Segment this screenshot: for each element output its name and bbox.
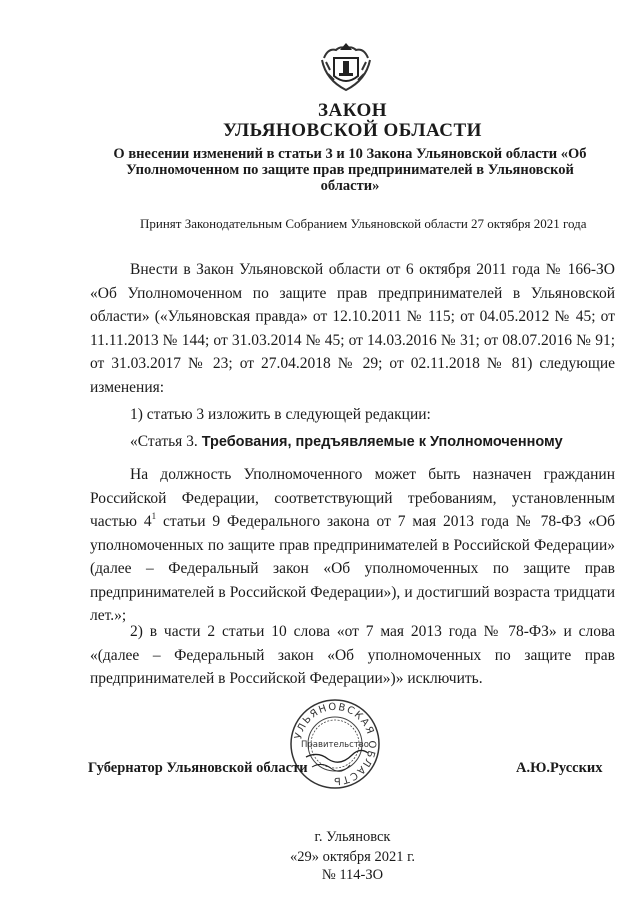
article-body-part1: На должность Уполномоченного может быть назначен гражданин Российской Федерации, соответствующий требованиям, установленным частью 4 [90, 466, 615, 530]
signatory-position: Губернатор Ульяновской области [88, 760, 308, 776]
article-title: Требования, предъявляемые к Уполномоченному [201, 434, 563, 450]
coat-of-arms-icon [318, 40, 374, 94]
law-title: ЗАКОН [317, 100, 388, 121]
article-heading [130, 430, 615, 455]
intro-paragraph: Внести в Закон Ульяновской области от 6 октября 2011 года № 166-ЗО «Об Уполномоченном по защите прав предпринимателей в Ульяновской области» («Ульяновская правда» от 12.10.2011 № 115; от 04.05.2012 № 45; от 11.11.2013 № 144; от 31.03.2014 № 45; от 14.03.2016 № 31; от 08.07.2016 № 91; от 31.03.2017 № 23; от 27.04.2018 № 29; от 02.11.2018 № 81) следующие изменения: [90, 261, 615, 396]
law-subject: О внесении изменений в статьи 3 и 10 Закона Ульяновской области «Об Уполномоченном по защите прав предпринимателей в Ульяновской области» [113, 146, 587, 194]
law-region: УЛЬЯНОВСКОЙ ОБЛАСТИ [223, 120, 482, 141]
seal-ring-text: УЛЬЯНОВСКАЯ ОБЛАСТЬ [293, 701, 378, 787]
article-body-superscript: 1 [151, 511, 157, 521]
signatory-name: А.Ю.Русских [516, 760, 603, 776]
adoption-note: Принят Законодательным Собранием Ульяновской области 27 октября 2021 года [140, 216, 587, 231]
amendment-item-1: 1) статью 3 изложить в следующей редакции: [130, 406, 431, 423]
article-body [90, 463, 615, 628]
amendment-item-2: 2) в части 2 статьи 10 слова «от 7 мая 2013 года № 78-ФЗ» и слова «(далее – Федеральный закон «Об уполномоченных по защите прав предпринимателей в Российской Федерации»)» исключить. [90, 623, 615, 687]
footer-date: «29» октября 2021 г. [289, 849, 416, 865]
seal-center-text: Правительство [301, 740, 369, 750]
footer-number: № 114-ЗО [321, 867, 384, 883]
article-prefix: «Статья 3. [130, 433, 198, 450]
article-body-part2: статьи 9 Федерального закона от 7 мая 2013 года № 78-ФЗ «Об уполномоченных по защите прав предпринимателей в Российской Федерации» (далее – Федеральный закон «Об уполномоченных по защите прав предпринимателей в Российской Федерации»), и достигший возраста тридцати лет.»; [90, 513, 616, 624]
footer-city: г. Ульяновск [314, 829, 391, 845]
